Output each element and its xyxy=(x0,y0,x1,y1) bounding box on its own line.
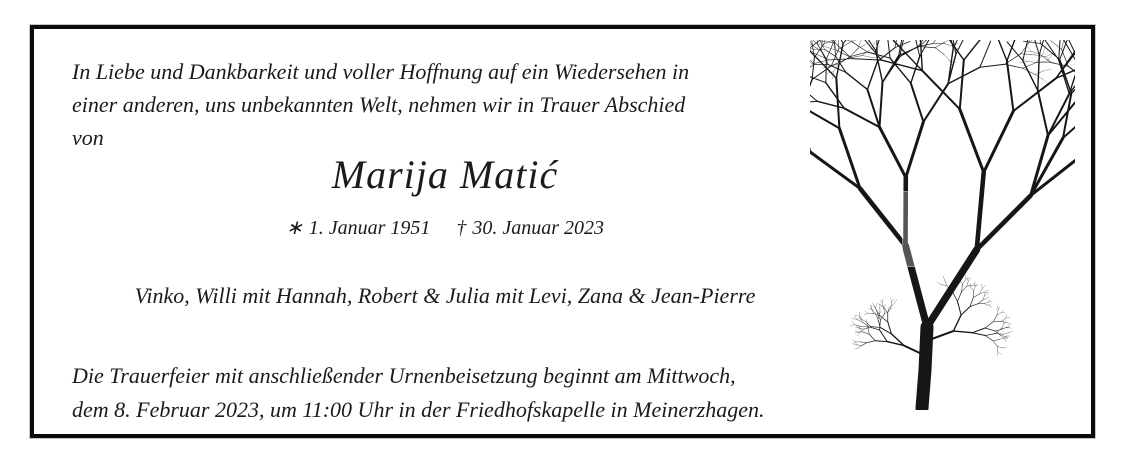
obituary-card xyxy=(30,25,1095,438)
intro-text xyxy=(72,55,762,154)
deceased-name: Marija Matić xyxy=(331,152,559,197)
bare-tree-silhouette-icon xyxy=(810,40,1075,410)
death-date-text: 30. Januar 2023 xyxy=(472,217,605,239)
intro-line: einer anderen, uns unbekannten Welt, nehmen wir in Trauer Abschied xyxy=(72,92,686,117)
ceremony-line: dem 8. Februar 2023, um 11:00 Uhr in der Friedhofskapelle in Meinerzhagen. xyxy=(72,397,765,422)
ceremony-line: Die Trauerfeier mit anschließender Urnenbeisetzung beginnt am Mittwoch, xyxy=(72,363,736,388)
birth-date xyxy=(286,217,430,239)
born-star-icon: ∗ xyxy=(285,217,303,239)
intro-line: von xyxy=(72,125,104,150)
birth-date-text: 1. Januar 1951 xyxy=(308,217,431,239)
death-date xyxy=(456,217,604,239)
ceremony-text xyxy=(72,359,772,427)
life-dates xyxy=(95,215,795,241)
mourners-line: Vinko, Willi mit Hannah, Robert & Julia mit Levi, Zana & Jean-Pierre xyxy=(134,283,756,308)
died-dagger-icon: † xyxy=(456,217,467,239)
intro-line: In Liebe und Dankbarkeit und voller Hoffnung auf ein Wiedersehen in xyxy=(72,59,690,84)
